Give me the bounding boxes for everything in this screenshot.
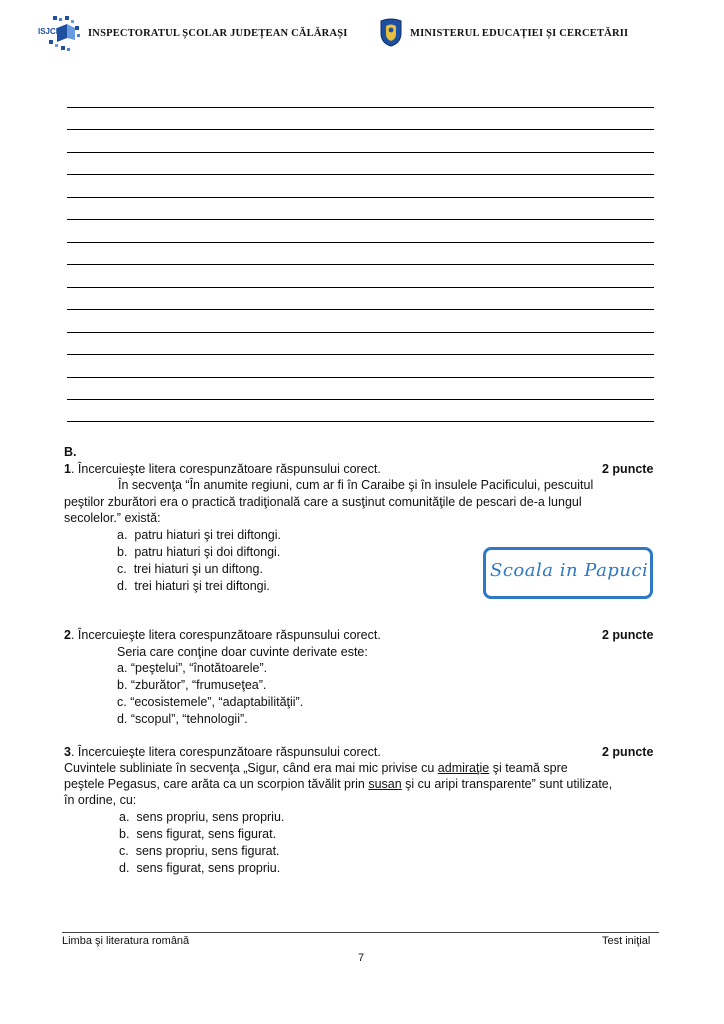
q2-heading xyxy=(64,627,381,644)
q3-text-line3: în ordine, cu: xyxy=(64,793,137,807)
option-letter: a. xyxy=(117,528,128,542)
q2-option-c[interactable]: c. “ecosistemele”, “adaptabilităţii”. xyxy=(117,695,304,709)
option-letter: c. xyxy=(117,562,127,576)
option-text: trei hiaturi şi un diftong. xyxy=(133,562,263,576)
q3-text-segment: şi teamă spre xyxy=(489,761,568,775)
option-text: trei hiaturi şi trei diftongi. xyxy=(134,579,270,593)
q3-text-segment: peştele Pegasus, care arăta ca un scorpion tăvălit prin xyxy=(64,777,369,791)
q2-option-a[interactable]: a. “peştelui”, “înotătoarele”. xyxy=(117,661,268,675)
watermark-text: Scoala in Papuci xyxy=(490,560,649,581)
q1-option-a[interactable] xyxy=(117,527,281,544)
q1-text-line2: peştilor zburători era o practică tradiţională care a susţinut comunităţile de pescari de-a lungul xyxy=(64,495,582,509)
page-number: 7 xyxy=(358,952,365,964)
q3-heading xyxy=(64,744,381,761)
q2-number: 2 xyxy=(64,628,71,642)
answer-line xyxy=(67,219,654,220)
answer-line xyxy=(67,129,654,130)
option-text: sens propriu, sens propriu. xyxy=(136,810,285,824)
q3-text-segment: Cuvintele subliniate în secvenţa „Sigur, când era mai mic privise cu xyxy=(64,761,438,775)
q1-instruction: . Încercuieşte litera corespunzătoare răspunsului corect. xyxy=(70,462,381,476)
option-letter: d. xyxy=(117,579,128,593)
answer-line xyxy=(67,152,654,153)
option-letter: d. xyxy=(119,861,130,875)
footer-divider xyxy=(62,932,659,933)
answer-line xyxy=(67,174,654,175)
q1-option-d[interactable] xyxy=(117,578,270,595)
q3-option-a[interactable] xyxy=(119,809,284,826)
ministry-title: MINISTERUL EDUCAȚIEI ȘI CERCETĂRII xyxy=(410,28,629,39)
footer-subject: Limba şi literatura română xyxy=(62,935,190,947)
q1-option-b[interactable] xyxy=(117,544,280,561)
q3-underlined-word: admiraţie xyxy=(437,761,490,775)
q3-underlined-word: susan xyxy=(368,777,402,791)
q2-intro: Seria care conţine doar cuvinte derivate este: xyxy=(117,645,368,659)
answer-line xyxy=(67,107,654,108)
section-label: B. xyxy=(64,445,77,459)
q1-text-line1: În secvenţa “În anumite regiuni, cum ar fi în Caraibe şi în insulele Pacificului, pescuitul xyxy=(118,478,594,492)
q1-number: 1 xyxy=(64,462,71,476)
answer-line xyxy=(67,399,654,400)
option-text: patru hiaturi şi trei diftongi. xyxy=(134,528,281,542)
option-text: sens propriu, sens figurat. xyxy=(135,844,280,858)
answer-line xyxy=(67,197,654,198)
answer-line xyxy=(67,421,654,422)
answer-line xyxy=(67,354,654,355)
answer-line xyxy=(67,242,654,243)
option-letter: c. xyxy=(119,844,129,858)
inspectorate-title: INSPECTORATUL ȘCOLAR JUDEȚEAN CĂLĂRAȘI xyxy=(88,28,348,39)
q1-text-line3: secolelor.” există: xyxy=(64,511,161,525)
option-text: sens figurat, sens figurat. xyxy=(136,827,277,841)
option-letter: b. xyxy=(119,827,130,841)
q3-text-line2 xyxy=(64,776,612,793)
q3-text-line1 xyxy=(64,760,568,777)
q2-instruction: . Încercuieşte litera corespunzătoare răspunsului corect. xyxy=(70,628,381,642)
q3-option-c[interactable] xyxy=(119,843,280,860)
answer-line xyxy=(67,332,654,333)
option-text: patru hiaturi şi doi diftongi. xyxy=(134,545,281,559)
q3-points: 2 puncte xyxy=(602,745,654,759)
option-text: sens figurat, sens propriu. xyxy=(136,861,281,875)
coat-of-arms-icon xyxy=(379,17,403,47)
q2-points: 2 puncte xyxy=(602,628,654,642)
q2-option-b[interactable]: b. “zburător”, “frumuseţea”. xyxy=(117,678,267,692)
q1-points: 2 puncte xyxy=(602,462,654,476)
q3-option-b[interactable] xyxy=(119,826,276,843)
footer-test-name: Test iniţial xyxy=(602,935,651,947)
option-letter: b. xyxy=(117,545,128,559)
q2-option-d[interactable]: d. “scopul”, “tehnologii”. xyxy=(117,712,248,726)
answer-line xyxy=(67,309,654,310)
answer-line xyxy=(67,264,654,265)
q3-number: 3 xyxy=(64,745,71,759)
q1-option-c[interactable] xyxy=(117,561,263,578)
q3-instruction: . Încercuieşte litera corespunzătoare răspunsului corect. xyxy=(70,745,381,759)
option-letter: a. xyxy=(119,810,130,824)
answer-line xyxy=(67,287,654,288)
q1-heading xyxy=(64,461,381,478)
q3-text-segment: şi cu aripi transparente” sunt utilizate, xyxy=(401,777,613,791)
answer-line xyxy=(67,377,654,378)
isj-logo-text: ISJCL xyxy=(38,27,61,36)
q3-option-d[interactable] xyxy=(119,860,280,877)
